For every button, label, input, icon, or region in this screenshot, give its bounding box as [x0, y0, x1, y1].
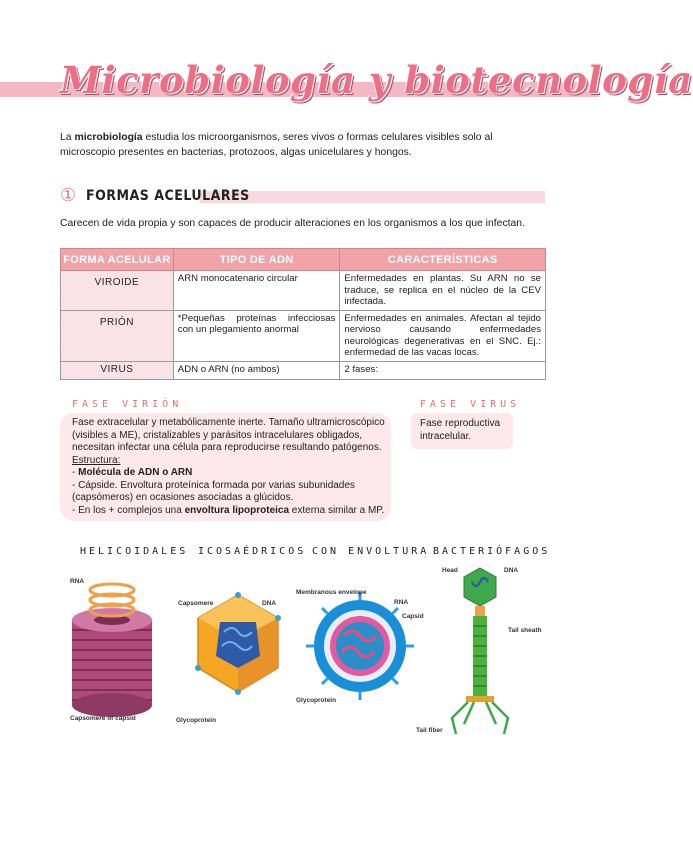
table-row: [61, 271, 546, 311]
annotation-rna: RNA: [70, 578, 85, 585]
bacteriophage-illustration: [416, 567, 542, 734]
annotation-rna: RNA: [394, 599, 409, 606]
annotation-membranous-envelope: Membranous envelope: [296, 589, 367, 596]
virion-description: Fase extracelular y metabólicamente inerte. Tamaño ultramicroscópico (visibles a ME), cristalizables y parásitos intracelulares obligados, necesitan infectar una célula para reproducirse resultando patógenos.: [72, 417, 385, 453]
row-type: ADN o ARN (no ambos): [173, 361, 340, 379]
section-description: Carecen de vida propia y son capaces de producir alteraciones en los organismos a los que infectan.: [60, 218, 525, 229]
row-features: Enfermedades en animales. Afectan al tejido nervioso causando enfermedades neurológicas degenerativas en el SNC. Ej.: enfermedad de las vacas locas.: [340, 310, 546, 361]
section-title: FORMAS ACELULARES: [86, 188, 250, 204]
structure-item: - Cápside. Envoltura proteínica formada por varias subunidades (capsómeros) en ocasiones asociadas a glúcidos.: [72, 479, 355, 503]
intro-term: microbiología: [74, 132, 143, 143]
helical-virus-illustration: [70, 578, 152, 722]
virion-content: [72, 417, 388, 517]
shape-label-bacteriophage: BACTERIÓFAGOS: [433, 546, 551, 557]
icosahedral-virus-illustration: [176, 592, 281, 724]
structure-item: [72, 467, 388, 480]
row-name: VIRUS: [61, 361, 174, 379]
shape-label-helical: HELICOIDALES: [80, 546, 189, 557]
table-header: TIPO DE ADN: [173, 249, 340, 271]
intro-paragraph: [60, 130, 550, 160]
virion-label: FASE VIRIÓN: [72, 399, 183, 410]
shape-label-enveloped: CON ENVOLTURA: [312, 546, 430, 557]
intro-prefix: La: [60, 132, 75, 143]
virus-phase-label: FASE VIRUS: [420, 399, 521, 410]
virus-illustrations: [60, 560, 550, 750]
intro-rest: estudia los microorganismos, seres vivos o formas celulares visibles solo al microscopio presentes en bacterias, protozoos, algas unicelulares y hongos.: [60, 132, 493, 158]
row-type: *Pequeñas proteínas infecciosas con un plegamiento anormal: [173, 310, 340, 361]
annotation-glycoprotein: Glycoprotein: [176, 717, 217, 724]
row-type: ARN monocatenario circular: [173, 271, 340, 311]
shape-label-icosahedral: ICOSAÉDRICOS: [198, 546, 307, 557]
table-row: [61, 310, 546, 361]
row-features: 2 fases:: [340, 361, 546, 379]
annotation-glycoprotein: Glycoprotein: [296, 697, 337, 704]
table-row: [61, 361, 546, 379]
acellular-table: [60, 248, 546, 380]
annotation-capsomere: Capsomere: [178, 600, 214, 607]
enveloped-virus-illustration: [296, 589, 424, 704]
row-name: VIROIDE: [61, 271, 174, 311]
item-suffix: externa similar a MP.: [289, 504, 385, 516]
structure-item: [72, 505, 388, 518]
item-bold: Molécula de ADN o ARN: [78, 467, 193, 478]
section-highlight: [200, 191, 545, 203]
table-header: FORMA ACELULAR: [61, 249, 174, 271]
row-name: PRIÓN: [61, 310, 174, 361]
structure-label: Estructura:: [72, 454, 121, 466]
annotation-tail-sheath: Tail sheath: [508, 627, 542, 634]
annotation-head: Head: [442, 567, 458, 574]
item-bold: envoltura lipoproteica: [184, 504, 290, 516]
page-title: Microbiología y biotecnología: [60, 58, 693, 102]
annotation-tail-fiber: Tail fiber: [416, 727, 443, 734]
table-header: CARACTERÍSTICAS: [340, 249, 546, 271]
annotation-dna: DNA: [262, 600, 277, 607]
section-number: ①: [60, 185, 77, 206]
item-prefix: - En los + complejos una: [72, 504, 185, 516]
row-features: Enfermedades en plantas. Su ARN no se traduce, se replica en el núcleo de la CEV infectada.: [340, 271, 546, 311]
annotation-dna: DNA: [504, 567, 519, 574]
table-header-row: [61, 249, 546, 271]
virus-phase-text: Fase reproductiva intracelular.: [420, 418, 501, 442]
annotation-capsomere: Capsomere of capsid: [70, 715, 136, 722]
item-prefix: -: [72, 467, 79, 478]
annotation-capsid: Capsid: [402, 613, 424, 620]
